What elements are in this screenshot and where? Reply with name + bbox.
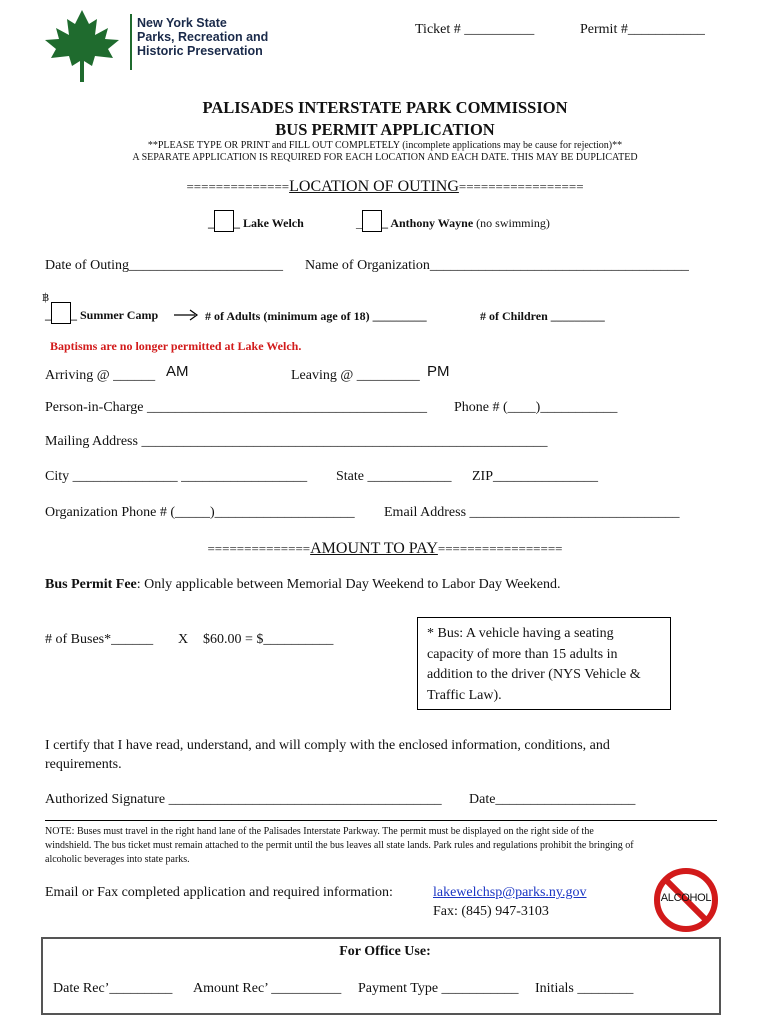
note-line-3: alcoholic beverages into state parks. — [45, 854, 190, 865]
summer-camp-option[interactable]: _ _ Summer Camp — [45, 302, 158, 324]
page-subtitle: BUS PERMIT APPLICATION — [275, 120, 495, 139]
signature-date-field[interactable]: Date____________________ — [469, 792, 636, 807]
organization-phone-field[interactable]: Organization Phone # (_____)____________________ — [45, 505, 355, 520]
arrow-right-icon — [173, 309, 199, 321]
leaving-field[interactable]: Leaving @ _________ — [291, 368, 420, 383]
instruction-note-2: A SEPARATE APPLICATION IS REQUIRED FOR EACH LOCATION AND EACH DATE. THIS MAY BE DUPLICATED — [132, 152, 638, 163]
mailing-address-field[interactable]: Mailing Address __________________________________________________________ — [45, 434, 548, 449]
email-link[interactable]: lakewelchsp@parks.ny.gov — [433, 885, 587, 900]
bus-definition-box — [417, 617, 671, 710]
phone-field[interactable]: Phone # (____)___________ — [454, 400, 618, 415]
zip-field[interactable]: ZIP_______________ — [472, 469, 598, 484]
fax-number: Fax: (845) 947-3103 — [433, 904, 549, 919]
maple-leaf-icon — [42, 8, 122, 84]
city-field[interactable]: City _______________ __________________ — [45, 469, 308, 484]
state-field[interactable]: State ____________ — [336, 469, 452, 484]
bus-permit-fee-text: Bus Permit Fee: Only applicable between Memorial Day Weekend to Labor Day Weekend. — [45, 577, 561, 592]
instruction-note-1: **PLEASE TYPE OR PRINT and FILL OUT COMPLETELY (incomplete applications may be cause for rejection)** — [147, 140, 623, 151]
amount-received-field[interactable]: Amount Rec’ __________ — [193, 981, 342, 996]
initials-field[interactable]: Initials ________ — [535, 981, 634, 996]
adults-field[interactable]: # of Adults (minimum age of 18) _________ — [205, 309, 427, 323]
office-use-title: For Office Use: — [339, 944, 431, 959]
location-option-anthony-wayne[interactable]: _ _ Anthony Wayne (no swimming) — [356, 210, 550, 232]
children-field[interactable]: # of Children _________ — [480, 309, 605, 323]
bus-definition-line-2: capacity of more than 15 adults in — [427, 646, 618, 662]
anthony-wayne-checkbox[interactable] — [362, 210, 382, 232]
submission-instructions: Email or Fax completed application and required information: — [45, 885, 393, 900]
date-received-field[interactable]: Date Rec’_________ — [53, 981, 173, 996]
authorized-signature-field[interactable]: Authorized Signature _______________________________________ — [45, 792, 442, 807]
pm-label: PM — [427, 363, 450, 380]
divider — [45, 820, 717, 821]
location-heading: ==============LOCATION OF OUTING================= — [186, 178, 584, 195]
email-address-field[interactable]: Email Address ______________________________ — [384, 505, 680, 520]
certification-line-1: I certify that I have read, understand, and will comply with the enclosed information, conditions, and — [45, 738, 610, 753]
arriving-field[interactable]: Arriving @ ______ — [45, 368, 156, 383]
page-title: PALISADES INTERSTATE PARK COMMISSION — [202, 98, 568, 117]
lake-welch-checkbox[interactable] — [214, 210, 234, 232]
fee-calculation-field[interactable]: $60.00 = $__________ — [203, 632, 334, 647]
no-alcohol-sign — [653, 867, 719, 933]
baptism-warning: Baptisms are no longer permitted at Lake Welch. — [50, 339, 302, 353]
bus-definition-line-4: Traffic Law). — [427, 687, 502, 703]
logo-line-1: New York State — [137, 16, 227, 30]
nys-parks-logo — [42, 8, 272, 86]
bus-definition-line-3: addition to the driver (NYS Vehicle & — [427, 667, 641, 682]
location-option-lake-welch[interactable]: _ _ Lake Welch — [208, 210, 304, 232]
logo-line-2: Parks, Recreation and — [137, 30, 269, 44]
multiply-sign: X — [178, 632, 189, 647]
date-of-outing-field[interactable]: Date of Outing______________________ — [45, 258, 283, 273]
certification-line-2: requirements. — [45, 757, 122, 772]
logo-line-3: Historic Preservation — [137, 44, 263, 58]
camp-mark: ฿ — [42, 292, 49, 304]
ticket-field[interactable]: Ticket # __________ — [415, 22, 535, 37]
permit-field[interactable]: Permit #___________ — [580, 22, 705, 37]
amount-heading: ==============AMOUNT TO PAY================= — [207, 540, 563, 557]
summer-camp-checkbox[interactable] — [51, 302, 71, 324]
bus-definition-line-1: * Bus: A vehicle having a seating — [427, 626, 614, 641]
organization-name-field[interactable]: Name of Organization_____________________________________ — [305, 258, 689, 273]
number-of-buses-field[interactable]: # of Buses*______ — [45, 632, 154, 647]
person-in-charge-field[interactable]: Person-in-Charge ________________________________________ — [45, 400, 427, 415]
alcohol-sign-text: ALCOHOL — [660, 892, 712, 904]
payment-type-field[interactable]: Payment Type ___________ — [358, 981, 519, 996]
am-label: AM — [166, 363, 189, 380]
note-line-2: windshield. The bus ticket must remain attached to the permit until the bus leaves all state lands. Park rules and regulations prohibit the bringing of — [45, 840, 634, 851]
note-line-1: NOTE: Buses must travel in the right hand lane of the Palisades Interstate Parkway. The permit must be displayed on the right side of the — [45, 826, 594, 837]
